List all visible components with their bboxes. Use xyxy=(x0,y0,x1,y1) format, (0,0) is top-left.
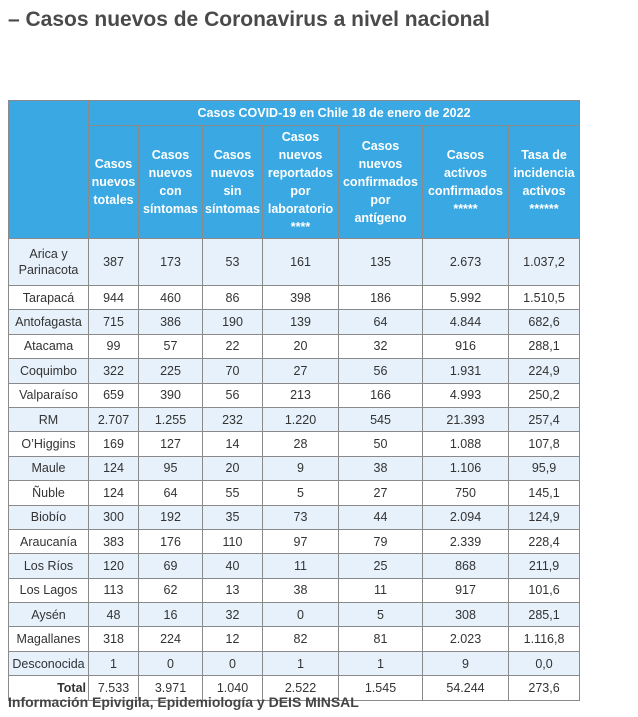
value-cell: 917 xyxy=(423,578,509,602)
region-name-cell: Los Ríos xyxy=(9,554,89,578)
region-name-cell: RM xyxy=(9,407,89,431)
table-row xyxy=(9,578,580,602)
value-cell: 0,0 xyxy=(509,651,580,675)
value-cell: 166 xyxy=(339,383,423,407)
value-cell: 25 xyxy=(339,554,423,578)
value-cell: 2.673 xyxy=(423,239,509,286)
total-value-cell: 54.244 xyxy=(423,676,509,701)
total-value-cell: 1.545 xyxy=(339,676,423,701)
value-cell: 1.931 xyxy=(423,359,509,383)
value-cell: 32 xyxy=(339,334,423,358)
table-row xyxy=(9,432,580,456)
value-cell: 186 xyxy=(339,286,423,310)
value-cell: 35 xyxy=(203,505,263,529)
value-cell: 145,1 xyxy=(509,481,580,505)
region-name-cell: Desconocida xyxy=(9,651,89,675)
value-cell: 659 xyxy=(89,383,139,407)
value-cell: 64 xyxy=(139,481,203,505)
value-cell: 113 xyxy=(89,578,139,602)
value-cell: 1.510,5 xyxy=(509,286,580,310)
value-cell: 5.992 xyxy=(423,286,509,310)
value-cell: 250,2 xyxy=(509,383,580,407)
value-cell: 0 xyxy=(139,651,203,675)
region-name-cell: Maule xyxy=(9,456,89,480)
value-cell: 682,6 xyxy=(509,310,580,334)
value-cell: 868 xyxy=(423,554,509,578)
value-cell: 64 xyxy=(339,310,423,334)
value-cell: 213 xyxy=(263,383,339,407)
value-cell: 386 xyxy=(139,310,203,334)
table-row xyxy=(9,334,580,358)
value-cell: 101,6 xyxy=(509,578,580,602)
region-name-cell: Tarapacá xyxy=(9,286,89,310)
value-cell: 69 xyxy=(139,554,203,578)
value-cell: 1 xyxy=(339,651,423,675)
value-cell: 224 xyxy=(139,627,203,651)
value-cell: 20 xyxy=(203,456,263,480)
column-header: Casos nuevos reportados por laboratorio **** xyxy=(263,126,339,239)
value-cell: 1.106 xyxy=(423,456,509,480)
value-cell: 9 xyxy=(263,456,339,480)
table-row xyxy=(9,286,580,310)
total-value-cell: 1.040 xyxy=(203,676,263,701)
region-name-cell: Los Lagos xyxy=(9,578,89,602)
region-name-cell: Aysén xyxy=(9,603,89,627)
value-cell: 82 xyxy=(263,627,339,651)
value-cell: 139 xyxy=(263,310,339,334)
value-cell: 169 xyxy=(89,432,139,456)
value-cell: 50 xyxy=(339,432,423,456)
value-cell: 4.993 xyxy=(423,383,509,407)
value-cell: 32 xyxy=(203,603,263,627)
page-title: – Casos nuevos de Coronavirus a nivel nacional xyxy=(8,8,490,31)
table-row xyxy=(9,481,580,505)
value-cell: 300 xyxy=(89,505,139,529)
value-cell: 70 xyxy=(203,359,263,383)
value-cell: 1.220 xyxy=(263,407,339,431)
value-cell: 14 xyxy=(203,432,263,456)
value-cell: 318 xyxy=(89,627,139,651)
value-cell: 2.094 xyxy=(423,505,509,529)
value-cell: 916 xyxy=(423,334,509,358)
region-name-cell: Araucanía xyxy=(9,529,89,553)
covid-table-container xyxy=(8,100,579,701)
value-cell: 161 xyxy=(263,239,339,286)
table-row xyxy=(9,603,580,627)
total-value-cell: 2.522 xyxy=(263,676,339,701)
total-value-cell: 273,6 xyxy=(509,676,580,701)
value-cell: 99 xyxy=(89,334,139,358)
value-cell: 110 xyxy=(203,529,263,553)
value-cell: 0 xyxy=(203,651,263,675)
value-cell: 27 xyxy=(263,359,339,383)
value-cell: 38 xyxy=(339,456,423,480)
column-header: Casos nuevos con síntomas xyxy=(139,126,203,239)
value-cell: 28 xyxy=(263,432,339,456)
region-name-cell: Magallanes xyxy=(9,627,89,651)
value-cell: 97 xyxy=(263,529,339,553)
source-note: Información Epivigila, Epidemiología y DEIS MINSAL xyxy=(8,694,359,710)
value-cell: 16 xyxy=(139,603,203,627)
table-row xyxy=(9,310,580,334)
value-cell: 11 xyxy=(263,554,339,578)
value-cell: 387 xyxy=(89,239,139,286)
total-label: Total xyxy=(9,676,89,701)
value-cell: 44 xyxy=(339,505,423,529)
value-cell: 73 xyxy=(263,505,339,529)
value-cell: 107,8 xyxy=(509,432,580,456)
value-cell: 1.088 xyxy=(423,432,509,456)
table-header xyxy=(9,101,580,239)
value-cell: 62 xyxy=(139,578,203,602)
column-header: Casos nuevos totales xyxy=(89,126,139,239)
table-row xyxy=(9,383,580,407)
value-cell: 120 xyxy=(89,554,139,578)
value-cell: 95,9 xyxy=(509,456,580,480)
value-cell: 176 xyxy=(139,529,203,553)
value-cell: 55 xyxy=(203,481,263,505)
table-row xyxy=(9,651,580,675)
value-cell: 124 xyxy=(89,456,139,480)
value-cell: 211,9 xyxy=(509,554,580,578)
table-caption: Casos COVID-19 en Chile 18 de enero de 2022 xyxy=(89,101,580,126)
value-cell: 460 xyxy=(139,286,203,310)
table-row xyxy=(9,407,580,431)
value-cell: 20 xyxy=(263,334,339,358)
value-cell: 127 xyxy=(139,432,203,456)
covid-cases-table xyxy=(8,100,580,701)
value-cell: 135 xyxy=(339,239,423,286)
value-cell: 48 xyxy=(89,603,139,627)
table-row xyxy=(9,505,580,529)
value-cell: 2.023 xyxy=(423,627,509,651)
value-cell: 398 xyxy=(263,286,339,310)
table-row xyxy=(9,554,580,578)
value-cell: 2.339 xyxy=(423,529,509,553)
table-row xyxy=(9,359,580,383)
value-cell: 944 xyxy=(89,286,139,310)
region-name-cell: Ñuble xyxy=(9,481,89,505)
column-header: Tasa de incidencia activos ****** xyxy=(509,126,580,239)
value-cell: 0 xyxy=(263,603,339,627)
value-cell: 232 xyxy=(203,407,263,431)
value-cell: 5 xyxy=(339,603,423,627)
value-cell: 38 xyxy=(263,578,339,602)
value-cell: 124,9 xyxy=(509,505,580,529)
region-name-cell: Coquimbo xyxy=(9,359,89,383)
region-name-cell: Atacama xyxy=(9,334,89,358)
value-cell: 79 xyxy=(339,529,423,553)
value-cell: 124 xyxy=(89,481,139,505)
value-cell: 1.037,2 xyxy=(509,239,580,286)
value-cell: 22 xyxy=(203,334,263,358)
value-cell: 228,4 xyxy=(509,529,580,553)
value-cell: 224,9 xyxy=(509,359,580,383)
value-cell: 2.707 xyxy=(89,407,139,431)
value-cell: 1 xyxy=(89,651,139,675)
table-body xyxy=(9,239,580,676)
value-cell: 715 xyxy=(89,310,139,334)
value-cell: 190 xyxy=(203,310,263,334)
region-name-cell: Valparaíso xyxy=(9,383,89,407)
total-value-cell: 3.971 xyxy=(139,676,203,701)
table-row xyxy=(9,239,580,286)
value-cell: 11 xyxy=(339,578,423,602)
value-cell: 4.844 xyxy=(423,310,509,334)
header-corner-cell xyxy=(9,101,89,239)
value-cell: 383 xyxy=(89,529,139,553)
region-name-cell: Arica y Parinacota xyxy=(9,239,89,286)
value-cell: 40 xyxy=(203,554,263,578)
value-cell: 173 xyxy=(139,239,203,286)
value-cell: 390 xyxy=(139,383,203,407)
value-cell: 12 xyxy=(203,627,263,651)
region-name-cell: O’Higgins xyxy=(9,432,89,456)
table-row xyxy=(9,529,580,553)
value-cell: 95 xyxy=(139,456,203,480)
value-cell: 81 xyxy=(339,627,423,651)
value-cell: 545 xyxy=(339,407,423,431)
value-cell: 1.116,8 xyxy=(509,627,580,651)
value-cell: 5 xyxy=(263,481,339,505)
value-cell: 285,1 xyxy=(509,603,580,627)
value-cell: 9 xyxy=(423,651,509,675)
column-header: Casos nuevos confirmados por antígeno xyxy=(339,126,423,239)
value-cell: 192 xyxy=(139,505,203,529)
value-cell: 56 xyxy=(203,383,263,407)
value-cell: 308 xyxy=(423,603,509,627)
value-cell: 322 xyxy=(89,359,139,383)
value-cell: 21.393 xyxy=(423,407,509,431)
total-value-cell: 7.533 xyxy=(89,676,139,701)
value-cell: 225 xyxy=(139,359,203,383)
column-header: Casos activos confirmados ***** xyxy=(423,126,509,239)
value-cell: 27 xyxy=(339,481,423,505)
value-cell: 288,1 xyxy=(509,334,580,358)
value-cell: 56 xyxy=(339,359,423,383)
value-cell: 86 xyxy=(203,286,263,310)
value-cell: 257,4 xyxy=(509,407,580,431)
table-row xyxy=(9,456,580,480)
value-cell: 13 xyxy=(203,578,263,602)
value-cell: 750 xyxy=(423,481,509,505)
column-header: Casos nuevos sin síntomas xyxy=(203,126,263,239)
region-name-cell: Biobío xyxy=(9,505,89,529)
value-cell: 53 xyxy=(203,239,263,286)
value-cell: 57 xyxy=(139,334,203,358)
table-row xyxy=(9,627,580,651)
value-cell: 1.255 xyxy=(139,407,203,431)
region-name-cell: Antofagasta xyxy=(9,310,89,334)
value-cell: 1 xyxy=(263,651,339,675)
